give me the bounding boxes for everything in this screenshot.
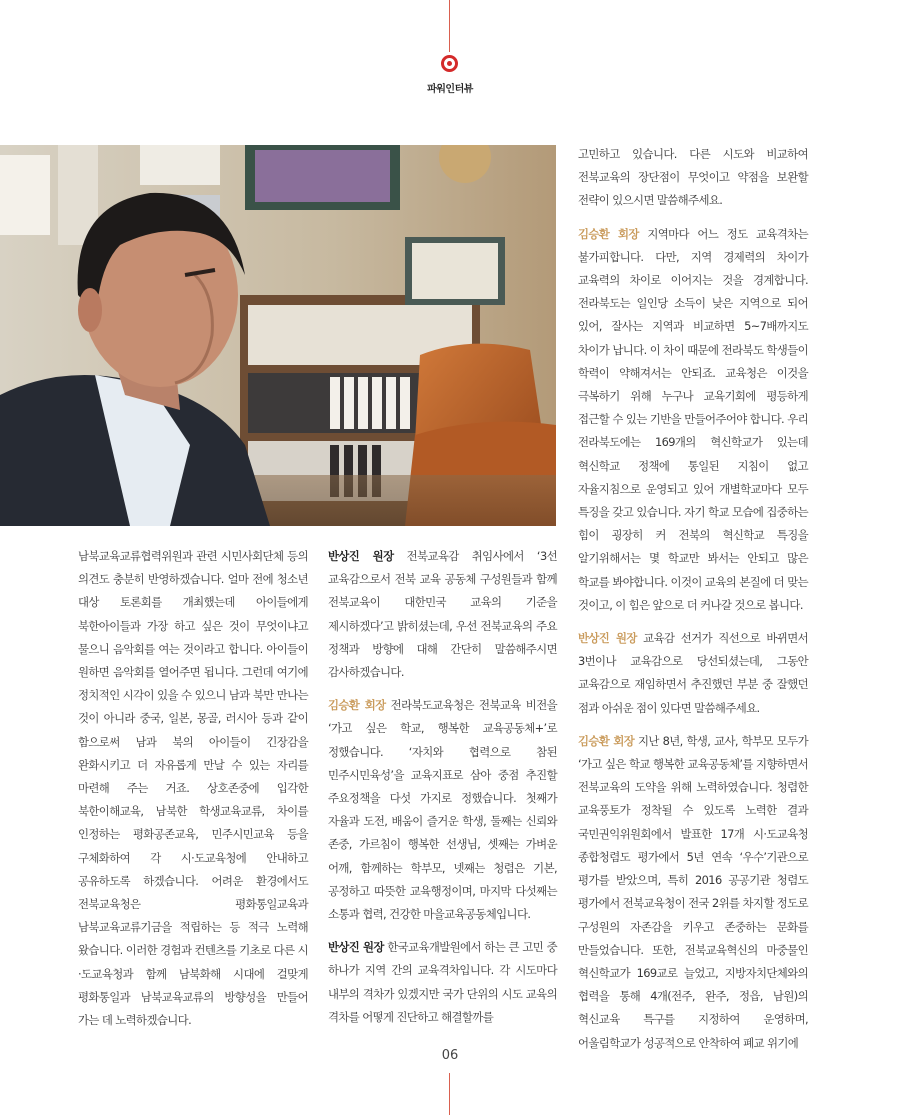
answer-paragraph bbox=[328, 694, 557, 926]
interviewee-name: 김승환 회장 bbox=[578, 226, 639, 241]
article-column-2 bbox=[328, 545, 557, 1039]
interviewer-name: 반상진 원장 bbox=[578, 631, 637, 646]
interviewee-name: 김승환 회장 bbox=[578, 733, 635, 748]
article-column-3 bbox=[578, 143, 808, 1065]
interview-photo bbox=[0, 145, 556, 526]
interviewer-name: 반상진 원장 bbox=[328, 549, 394, 563]
interviewer-name: 반상진 원장 bbox=[328, 940, 384, 955]
top-divider-line bbox=[449, 0, 450, 52]
section-marker-icon bbox=[441, 55, 458, 72]
answer-text: 지역마다 어느 정도 교육격차는 불가피합니다. 다만, 지역 경제력의 차이가 교육력의 차이로 이어지는 것을 경계합니다. 전라북도는 일인당 소득이 낮은 지역으로 되어 있어, 잘사는 지역과 비교하면 5~7배까지도 차이가 납니다. 이 차이 때문에 전라북도 학생들이 학력이 약해져서는 안되죠. 교육청은 이것을 극복하기 위해 누구나 교육기회에 평등하게 접근할 수 있는 기반을 만들어주어야 합니다. 우리 전라북도에는 169개의 혁신학교가 있는데 혁신학교 정책에 통일된 지침이 없고 자율지침으로 운영되고 있어 개별학교마다 모두 특징을 갖고 있습니다. 자기 학교 모습에 집중하는 힘이 굉장히 커 전북의 혁신학교 특징을 알기위해서는 몇 학교만 봐서는 안되고 많은 학교를 봐야합니다. 이것이 교육의 본질에 더 맞는 것이고, 이 힘은 앞으로 더 커나갈 것으로 봅니다. bbox=[578, 226, 808, 612]
question-text: 전북교육감 취임사에서 ‘3선 교육감으로서 전북 교육 공동체 구성원들과 함께 전북교육이 대한민국 교육의 기준을 제시하겠다’고 밝히셨는데, 우선 전북교육의 주요 정책과 방향에 대해 간단히 말씀해주시면 감사하겠습니다. bbox=[328, 549, 557, 680]
answer-paragraph bbox=[578, 730, 808, 1055]
page-number: 06 bbox=[441, 1048, 459, 1063]
question-paragraph bbox=[328, 936, 557, 1029]
question-continuation: 고민하고 있습니다. 다른 시도와 비교하여 전북교육의 장단점이 무엇이고 약점을 보완할 전략이 있으시면 말씀해주세요. bbox=[578, 147, 808, 208]
question-text: 한국교육개발원에서 하는 큰 고민 중 하나가 지역 간의 교육격차입니다. 각 시도마다 내부의 격차가 있겠지만 국가 단위의 시도 교육의 격차를 어떻게 진단하고 해결할까를 bbox=[328, 940, 557, 1024]
question-paragraph bbox=[578, 627, 808, 720]
bottom-divider-line bbox=[449, 1073, 450, 1115]
answer-text: 전라북도교육청은 전북교육 비전을 ‘가고 싶은 학교, 행복한 교육공동체+’로 정했습니다. ‘자치와 협력으로 참된 민주시민육성’을 교육지표로 삼아 중점 추진할 주요정책을 다섯 가지로 정했습니다. 첫째가 자율과 도전, 배움이 즐거운 학생, 둘째는 신뢰와 존중, 가르침이 행복한 선생님, 셋째는 가벼운 어깨, 함께하는 학부모, 넷째는 청렴은 기본, 공정하고 따뜻한 교육행정이며, 마지막 다섯째는 소통과 협력, 건강한 마을교육공동체입니다. bbox=[328, 698, 558, 922]
question-text: 교육감 선거가 직선으로 바뀌면서 3번이나 교육감으로 당선되셨는데, 그동안 교육감으로 재임하면서 추진했던 부분 중 잘했던 점과 아쉬운 점이 있다면 말씀해주세요. bbox=[578, 631, 808, 715]
section-label: 파워인터뷰 bbox=[427, 84, 473, 95]
answer-text: 지난 8년, 학생, 교사, 학부모 모두가 ‘가고 싶은 학교 행복한 교육공동체’를 지향하면서 전북교육의 도약을 위해 노력하였습니다. 청렴한 교육풍토가 정착될 수 있도록 노력한 결과 국민권익위원회에서 발표한 17개 시·도교육청 종합청렴도 평가에서 5년 연속 ‘우수’기관으로 평가를 받았으며, 특히 2016 공공기관 청렴도 평가에서 전북교육청이 전국 2위를 차지할 정도로 구성원의 자존감을 키우고 존중하는 문화를 만들었습니다. 또한, 전북교육혁신의 마중물인 혁신학교가 169교로 늘었고, 지방자치단체와의 협력을 통해 4개(전주, 완주, 정읍, 남원)의 혁신교육 특구를 지정하여 운영하며, 어울림학교가 성공적으로 안착하여 폐교 위기에 bbox=[578, 733, 808, 1050]
answer-paragraph: 남북교육교류협력위원과 관련 시민사회단체 등의 의견도 충분히 반영하겠습니다. 얼마 전에 청소년 대상 토론회를 개최했는데 아이들에게 북한아이들과 가장 하고 싶은 것이 무엇이냐고 물으니 음악회를 여는 것이라고 합니다. 아이들이 원하면 음악회를 열어주면 됩니다. 그런데 여기에 정치적인 시각이 있을 수 있으니 남과 북만 만나는 것이 아니라 중국, 일본, 몽골, 러시아 등과 같이 함으로써 남과 북의 아이들이 긴장감을 완화시키고 더 자유롭게 만날 수 있는 자리를 마련해 주는 거죠. 상호존중에 입각한 북한이해교육, 남북한 학생교육교류, 차이를 인정하는 평화공존교육, 민주시민교육 등을 구체화하여 각 시·도교육청에 안내하고 공유하도록 하겠습니다. 어려운 환경에서도 전북교육청은 평화통일교육과 남북교육교류기금을 적립하는 등 적극 노력해 왔습니다. 이러한 경험과 컨텐츠를 기초로 다른 시·도교육청과 함께 남북화해 시대에 걸맞게 평화통일과 남북교육교류의 방향성을 만들어 가는 데 노력하겠습니다. bbox=[78, 549, 308, 1028]
answer-paragraph bbox=[578, 223, 808, 617]
question-paragraph bbox=[328, 545, 557, 684]
article-column-1 bbox=[78, 545, 308, 1042]
interviewee-name: 김승환 회장 bbox=[328, 698, 386, 713]
